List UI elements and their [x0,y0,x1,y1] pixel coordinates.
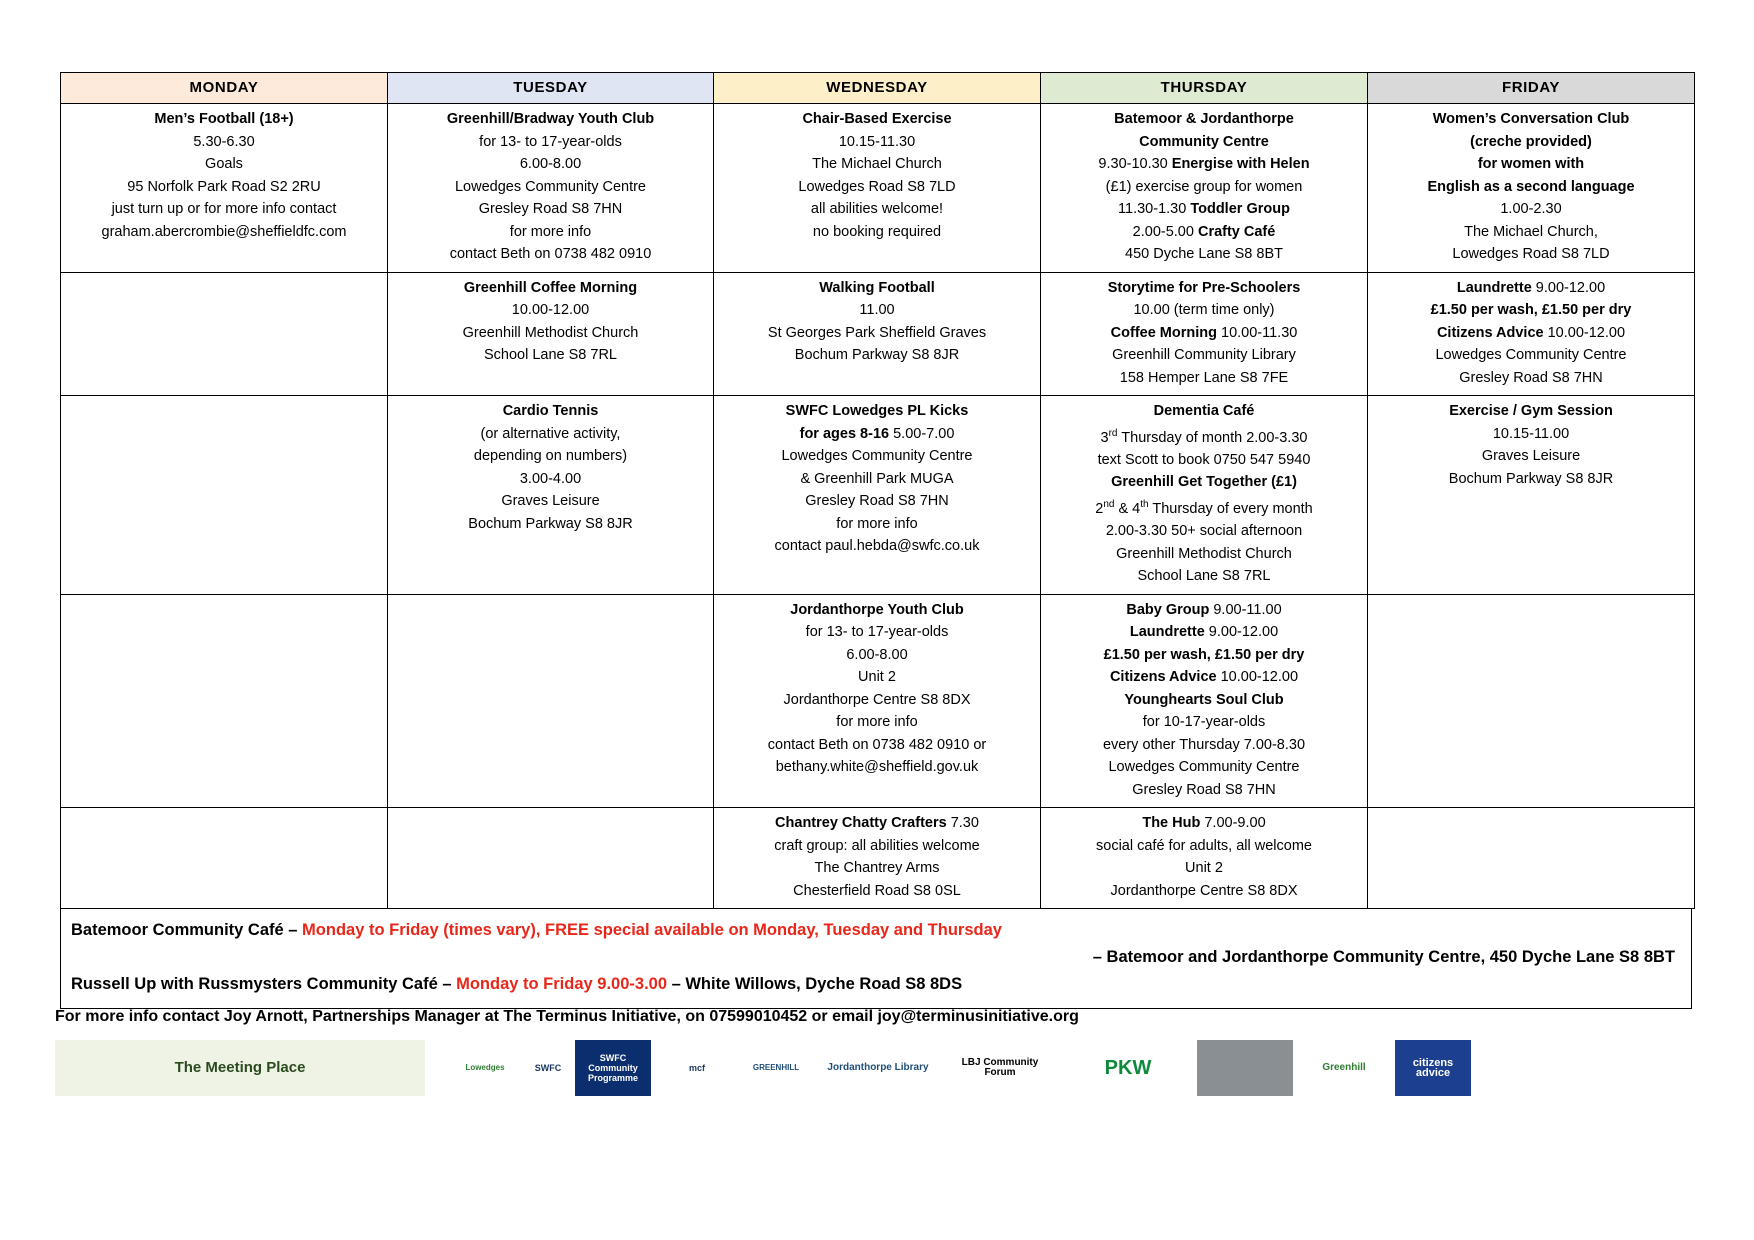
activity-line: 2nd & 4th Thursday of every month [1095,498,1313,517]
contact-info-line: For more info contact Joy Arnott, Partnerships Manager at The Terminus Initiative, on 07599010452 or email joy@terminusinitiative.org [55,1008,1079,1025]
activity-cell-monday [61,104,388,273]
activity-line: Goals [205,156,243,172]
empty-cell-monday [61,808,388,909]
activity-line: Coffee Morning 10.00-11.30 [1110,324,1298,341]
activity-line: Greenhill/Bradway Youth Club [446,111,655,127]
activity-line: Storytime for Pre-Schoolers [1107,279,1301,296]
activity-line: for 13- to 17-year-olds [805,624,949,641]
empty-cell-friday [1368,594,1695,808]
activity-line: all abilities welcome! [810,201,944,217]
activity-line: 10.00-12.00 [511,302,590,318]
activity-line: just turn up or for more info contact [111,201,337,217]
activity-line: Graves Leisure [1481,448,1581,464]
activity-cell-thursday [1041,272,1368,396]
activity-cell-wednesday [714,104,1041,273]
activity-line: contact Beth on 0738 482 0910 or [767,736,987,753]
activity-line: 6.00-8.00 [846,646,908,663]
empty-cell-tuesday [388,808,714,909]
table-header-row [61,73,1695,104]
russell-up-label: Russell Up with Russmysters Community Café – [71,975,457,994]
activity-line: Laundrette 9.00-12.00 [1456,279,1606,296]
cafe-footer-box [60,909,1692,1009]
activity-line: 10.15-11.30 [838,133,916,150]
activity-cell-tuesday [388,104,714,273]
activity-line: Chantrey Chatty Crafters 7.30 [775,815,979,832]
activity-cell-thursday [1041,104,1368,273]
table-row [61,104,1695,273]
activity-line: text Scott to book 0750 547 5940 [1097,451,1311,468]
activity-line: for 10-17-year-olds [1142,714,1266,731]
activity-line: for women with [1477,156,1585,172]
activity-line: Gresley Road S8 7HN [478,201,623,217]
activity-line: The Michael Church, [1464,223,1598,240]
russell-up-address: – White Willows, Dyche Road S8 8DS [667,975,963,994]
activity-line: Gresley Road S8 7HN [1132,781,1276,798]
activity-line: Exercise / Gym Session [1449,403,1613,419]
activity-cell-wednesday [714,272,1041,396]
activity-line: The Michael Church [812,156,942,172]
lbj-community-forum-logo: LBJ Community Forum [945,1040,1055,1096]
activity-line: Citizens Advice 10.00-12.00 [1109,669,1299,686]
activity-line: 95 Norfolk Park Road S2 2RU [127,178,321,195]
table-row [61,272,1695,396]
activity-line: English as a second language [1427,178,1635,195]
weekly-timetable-page [60,72,1694,1009]
activity-line: no booking required [812,223,942,240]
activity-line: St Georges Park Sheffield Graves [767,324,987,341]
activity-line: (£1) exercise group for women [1105,178,1303,195]
activity-line: Graves Leisure [501,493,600,509]
pkw-people-keeping-well-logo: PKW [1063,1040,1193,1096]
activity-line: School Lane S8 7RL [483,347,617,363]
mcf-logo: mcf [657,1040,737,1096]
activity-line: 450 Dyche Lane S8 8BT [1125,246,1283,262]
activity-cell-tuesday [388,272,714,396]
activity-line: Gresley Road S8 7HN [1459,369,1603,386]
swfc-community-programme-logo: SWFC Community Programme [575,1040,651,1096]
activity-line: Jordanthorpe Centre S8 8DX [1110,882,1298,899]
empty-cell-friday [1368,808,1695,909]
russell-up-cafe-line [71,971,1681,998]
activity-cell-wednesday [714,808,1041,909]
batemoor-cafe-address: – Batemoor and Jordanthorpe Community Centre, 450 Dyche Lane S8 8BT [1092,948,1675,967]
activity-line: Lowedges Community Centre [1108,759,1300,776]
activity-line: Greenhill Get Together (£1) [1111,474,1297,491]
activity-line: depending on numbers) [473,448,628,464]
activity-line: for more info [836,515,918,532]
activity-line: 3rd Thursday of month 2.00-3.30 [1100,427,1308,446]
activity-line: for more info [836,714,918,731]
activity-line: Unit 2 [858,669,896,686]
activity-line: Lowedges Community Centre [781,448,973,464]
activity-line: 2.00-5.00 Crafty Café [1132,223,1276,240]
activity-line: Bochum Parkway S8 8JR [794,347,960,363]
activity-line: 5.30-6.30 [193,133,255,150]
activity-cell-tuesday [388,396,714,595]
activity-line: Younghearts Soul Club [1124,691,1284,708]
activity-cell-thursday [1041,594,1368,808]
table-body [61,104,1695,909]
activity-line: (creche provided) [1470,133,1592,150]
activity-line: every other Thursday 7.00-8.30 [1102,736,1306,753]
activity-line: Men’s Football (18+) [154,111,294,127]
community-building-photo [1197,1040,1293,1096]
activity-line: 2.00-3.30 50+ social afternoon [1105,523,1303,540]
activity-line: bethany.white@sheffield.gov.uk [775,759,979,776]
activity-line: contact Beth on 0738 482 0910 [449,246,652,262]
activity-line: 6.00-8.00 [519,156,582,172]
activity-line: Dementia Café [1153,403,1255,419]
activity-line: Greenhill Methodist Church [462,324,639,341]
greenhill-community-library-logo: Greenhill [1301,1040,1387,1096]
activity-cell-friday [1368,272,1695,396]
terminus-initiative-logo: The Meeting Place [55,1040,425,1096]
activity-line: graham.abercrombie@sheffieldfc.com [101,223,347,240]
activity-line: 9.30-10.30 Energise with Helen [1098,156,1310,172]
activity-line: Women’s Conversation Club [1432,111,1630,127]
activity-cell-friday [1368,104,1695,273]
empty-cell-monday [61,272,388,396]
activity-line: Unit 2 [1185,860,1223,877]
batemoor-cafe-line [71,917,1681,944]
activity-line: Lowedges Road S8 7LD [798,178,956,195]
activity-line: contact paul.hebda@swfc.co.uk [774,538,980,554]
activities-timetable [60,72,1695,909]
activity-line: Batemoor & Jordanthorpe [1114,111,1294,127]
column-header-friday: FRIDAY [1368,73,1695,104]
activity-line: School Lane S8 7RL [1137,568,1271,585]
activity-line: Walking Football [819,279,935,296]
activity-line: social café for adults, all welcome [1096,837,1312,854]
column-header-wednesday: WEDNESDAY [714,73,1041,104]
activity-line: Lowedges Community Centre [1435,347,1627,363]
activity-line: for 13- to 17-year-olds [479,133,622,150]
jordanthorpe-library-logo: Jordanthorpe Library [813,1040,943,1096]
table-row [61,396,1695,595]
activity-line: Community Centre [1139,133,1269,150]
activity-line: 11.30-1.30 Toddler Group [1118,201,1290,217]
activity-line: Jordanthorpe Centre S8 8DX [783,691,971,708]
column-header-thursday: THURSDAY [1041,73,1368,104]
activity-line: Bochum Parkway S8 8JR [1448,470,1614,487]
activity-line: Lowedges Road S8 7LD [1452,246,1610,262]
empty-cell-monday [61,396,388,595]
batemoor-cafe-times: Monday to Friday (times vary), FREE special available on Monday, Tuesday and Thursday [302,921,1002,940]
lowedges-logo: Lowedges [455,1040,515,1096]
activity-line: 1.00-2.30 [1500,201,1562,217]
activity-line: Chesterfield Road S8 0SL [793,882,961,899]
activity-line: & Greenhill Park MUGA [800,470,954,487]
activity-line: for ages 8-16 5.00-7.00 [799,425,955,442]
activity-line: The Chantrey Arms [814,860,940,877]
activity-line: Lowedges Community Centre [454,178,646,195]
activity-line: £1.50 per wash, £1.50 per dry [1103,646,1305,663]
activity-line: for more info [509,223,592,240]
activity-line: 11.00 [859,302,895,318]
activity-line: Greenhill Coffee Morning [463,279,638,296]
activity-line: Chair-Based Exercise [802,111,952,127]
activity-cell-wednesday [714,396,1041,595]
activity-line: Jordanthorpe Youth Club [790,601,964,618]
activity-line: 158 Hemper Lane S8 7FE [1119,369,1289,386]
activity-line: (or alternative activity, [480,425,621,442]
activity-line: Greenhill Methodist Church [1116,545,1292,562]
activity-cell-thursday [1041,808,1368,909]
activity-line: The Hub 7.00-9.00 [1142,815,1266,832]
citizens-advice-logo: citizens advice [1395,1040,1471,1096]
activity-cell-wednesday [714,594,1041,808]
activity-line: 10.00 (term time only) [1133,302,1275,318]
activity-cell-friday [1368,396,1695,595]
activity-line: craft group: all abilities welcome [774,837,980,854]
table-row [61,808,1695,909]
activity-line: SWFC Lowedges PL Kicks [785,403,969,419]
activity-line: Cardio Tennis [502,403,599,419]
greenhill-school-logo: GREENHILL [745,1040,807,1096]
table-row [61,594,1695,808]
activity-line: Citizens Advice 10.00-12.00 [1436,324,1626,341]
activity-line: Bochum Parkway S8 8JR [468,515,633,532]
activity-line: £1.50 per wash, £1.50 per dry [1430,302,1632,318]
activity-line: 3.00-4.00 [519,470,582,487]
activity-line: 10.15-11.00 [1492,425,1570,442]
activity-cell-thursday [1041,396,1368,595]
activity-line: Laundrette 9.00-12.00 [1129,624,1279,641]
russell-up-times: Monday to Friday 9.00-3.00 [456,975,668,994]
column-header-monday: MONDAY [61,73,388,104]
activity-line: Gresley Road S8 7HN [805,493,949,509]
empty-cell-tuesday [388,594,714,808]
partner-logos-strip [45,1040,1705,1098]
column-header-tuesday: TUESDAY [388,73,714,104]
batemoor-cafe-label: Batemoor Community Café – [71,921,303,940]
sheffield-wednesday-crest-icon: SWFC [525,1040,571,1096]
activity-line: Baby Group 9.00-11.00 [1126,601,1282,618]
empty-cell-monday [61,594,388,808]
activity-line: Greenhill Community Library [1112,347,1296,363]
